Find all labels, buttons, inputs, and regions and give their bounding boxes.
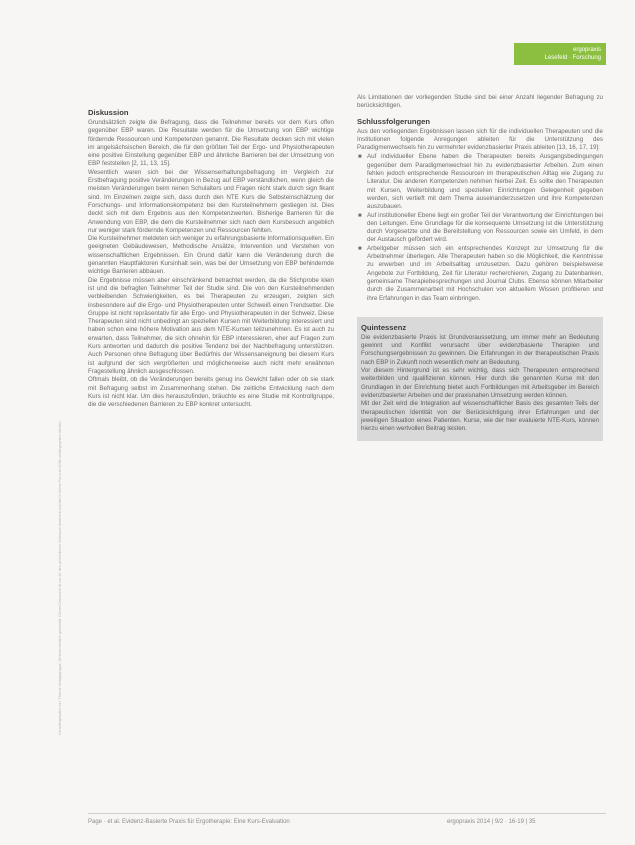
paragraph: Als Limitationen der vorliegenden Studie sind bei einer Anzahl liegender Befragung zu berücksichtigen. <box>357 94 603 110</box>
list-item-text: Auf institutioneller Ebene liegt ein großer Teil der Verantwortung der Einrichtungen bei den Leitungen. Eine Grundlage für die konsequente Umsetzung ist die Unterstützung durch Vorgesetzte und die Bereitstellung von Ressourcen sowie ein Umfeld, in dem der Austausch gefördert wird. <box>367 211 603 244</box>
paragraph: Aus den vorliegenden Ergebnissen lassen sich für die individuellen Therapeuten und die Institutionen folgende Anregungen ableiten für die Unterstützung des Paradigmenwechsels hin zu vermehrter evidenzbasierter Praxis ableiten [13, 16, 17, 19]: <box>357 127 603 152</box>
bullet-icon: ■ <box>358 154 362 161</box>
bullet-icon: ■ <box>358 212 362 219</box>
copyright-side-note: Heruntergeladen von: Thieme Verlagsgruppe. Urheberrechtlich geschützt. Dieses Dokument ist nur für den persönlichen Gebrauch bestimmt und darf in keiner Form an Dritte weitergegeben werden. <box>58 420 62 735</box>
list-item-text: Auf individueller Ebene haben die Therapeuten bereits Ausgangsbedingungen gegenüber dem Paradigmenwechsel hin zu evidenzbasierter Arbeiten. Zum einen fehlen jedoch entsprechende Ressourcen im therapeutischen Alltag wie Zugang zu Literatur. Die anderen Kompetenzen nehmen hierbei Zeit. Es sollte den Therapeuten mit Kursen, Weiterbildung und speziellen Einrichtungen Gelegenheit gegeben werden, sich vertieft mit dem Thema auseinanderzusetzen und ihre Kompetenzen auszubauen. <box>367 153 603 211</box>
paragraph: Oftmals bleibt, ob die Veränderungen bereits genug ins Gewicht fallen oder ob sie stark mit Befragung selbst im Zusammenhang stehen. Die zeitliche Entwicklung nach dem Kurs ist nicht klar. Um dies herauszufinden, bräuchte es eine Studie mit Kontrollgruppe, die die verschiedenen Barrieren zu EBP konkret untersucht. <box>88 376 334 409</box>
footer-divider <box>88 813 606 814</box>
list-item <box>357 153 603 211</box>
journal-section-tab <box>514 43 606 65</box>
journal-name: ergopraxis <box>572 47 601 53</box>
footer-journal-page: ergopraxis 2014 | 9/2 · 16-19 | 35 <box>447 819 536 825</box>
paragraph: Die Ergebnisse müssen aber einschränkend betrachtet werden, da die Stichprobe klein ist und die befragten Teilnehmer Teil der Studie sind. Die von den Kursteilnehmenden verbleibenden Schwierigkeiten, es bei Therapeuten zu erzeugen, zeigten sich insbesondere auf die Ergo- und Physiotherapeuten unter Schweiß einen Trendsetter. Die Gruppe ist nicht repräsentativ für alle Ergo- und Physiotherapeuten in der Schweiz. Diese Therapeuten sind nicht unbedingt an speziellen Kursen mit Weiterbildung interessiert und haben schon eine höhere Motivation aus dem NTE-Kursen teilzunehmen. Es ist auch zu erwarten, dass Teilnehmer, die sich ohnehin für EBP interessieren, eher auf Fragen zum Kurs antworten und dadurch die positive Tendenz bei der Nachbefragung unterstützen. Auch Personen ohne Befragung über Bedürfnis der Wissensaneignung bei diesem Kurs ist aufgrund der sich vergrößerten und möglicherweise auch nicht mehr erwähnten Fragestellung ähnlich ausgeschlossen. <box>88 276 334 375</box>
paragraph: Wesentlich waren sich bei der Wissenserhaltungsbefragung im Vergleich zur Erstbefragung positive Veränderungen in Bezug auf EBP verständlichen, wenn gleich die meisten Veränderungen beim reinen Schulalters und Fragen nicht stark durch sign fikant sind. Im Einzelnen zeigte sich, dass durch den NTE Kurs die Selbsteinschätzung der Forschungs- und Informationskompetenz bei den Kursteilnehmern gestiegen ist. Dies deckt sich mit dem Ergebnis aus den Kompetenzwerten. Bisherige Barrieren für die Anwendung von EBP, die dem die Kursteilnehmer sich nach dem Kursbesuch angeblich nur weniger stark fördernde Kompetenzen und Ressourcen fehlten. <box>88 168 334 234</box>
paragraph: Grundsätzlich zeigte die Befragung, dass die Teilnehmer bereits vor dem Kurs offen gegenüber EBP waren. Die Resultate werden für die Umsetzung von EBP wichtige fördernde Ressourcen und Kompetenzen genannt. Die Resultate decken sich mit vielen im angelsächsischen Bereich, die für den größten Teil der Ergo- und Physiotherapeuten eine positive Einstellung gegenüber EBP und ähnliche Barrieren bei der Umsetzung von EBP feststellen [2, 11, 13, 15]. <box>88 119 334 168</box>
left-column <box>88 102 334 409</box>
box-paragraph: Vor diesem Hintergrund ist es sehr wichtig, dass sich Therapeuten entsprechend weiterbilden und qualifizieren können. Hier durch die genannten Kurse mit den Grundlagen in der Einrichtung bietet auch Fortbildungen mit Arbeitsgeber im Bereich evidenzbasierter Arbeiten und der praxisnahen Umsetzung werden können. <box>361 367 599 399</box>
box-paragraph: Die evidenzbasierte Praxis ist Grundvoraussetzung, um immer mehr an Bedeutung gewinnt und Konflikt verursacht über evidenzbasierte Therapien und Forschungsergebnissen zu gewinnen. Die Erfahrungen in der therapeutischen Praxis nach EBP in Zukunft noch wesentlich mehr an Bedeutung. <box>361 333 599 366</box>
section-heading-schlussfolgerungen: Schlussfolgerungen <box>357 116 430 126</box>
quintessenz-box <box>357 317 603 442</box>
section-heading-diskussion: Diskussion <box>88 108 129 117</box>
bullet-icon: ■ <box>358 245 362 252</box>
paragraph: Die Kursteilnehmer meldeten sich weniger zu erfahrungsbasierte Informationsquellen. Ein geeigneten Gebäudewesen, Methodische Ansätze, Intervention und Verstehen von wissenschaftlichen Ergebnissen. Ein Grund dafür kann die Veränderung durch die genannten Hauptfaktoren Kursinhalt sein, was bei der Umsetzung von EBP behindernde wichtige Barrieren abbauen. <box>88 235 334 276</box>
box-paragraph: Mit der Zeit wird die Integration auf wissenschaftlicher Basis des gesamten Teils der therapeutischen Identität von der Berücksichtigung ihrer Erfahrungen und der jeweiligen Situation eines Patienten. Kurse, wie der hier evaluierte NTE-Kurs, können hierzu einen wertvollen Beitrag leisten. <box>361 400 599 433</box>
footer-citation: Page · et al. Evidenz-Basierte Praxis für Ergotherapie: Eine Kurs-Evaluation <box>88 819 290 825</box>
list-item <box>357 245 603 303</box>
box-heading: Quintessenz <box>361 322 407 332</box>
section-name: Lesefeld · Forschung <box>544 55 601 61</box>
conclusion-list <box>357 153 603 302</box>
right-column <box>357 94 603 441</box>
list-item-text: Arbeitgeber müssen sich ein entsprechendes Konzept zur Umsetzung für die Arbeitnehmer überlegen. Alle Therapeuten haben so die Möglichkeit, die Kenntnisse zu erwerben und im Arbeitsalltag umzusetzen. Dazu gehören beispielsweise Angebote zur Fortbildung, Zeit für Literatur recherchieren, Zugang zu Datenbanken, gemeinsame Therapiebesprechungen und Journal Clubs. Ebenso können Mitarbeiter durch die Zusammenarbeit mit Hochschulen von aktuellem Wissen profitieren und ihre Erfahrungen in das Team einbringen. <box>367 244 603 302</box>
list-item <box>357 212 603 245</box>
